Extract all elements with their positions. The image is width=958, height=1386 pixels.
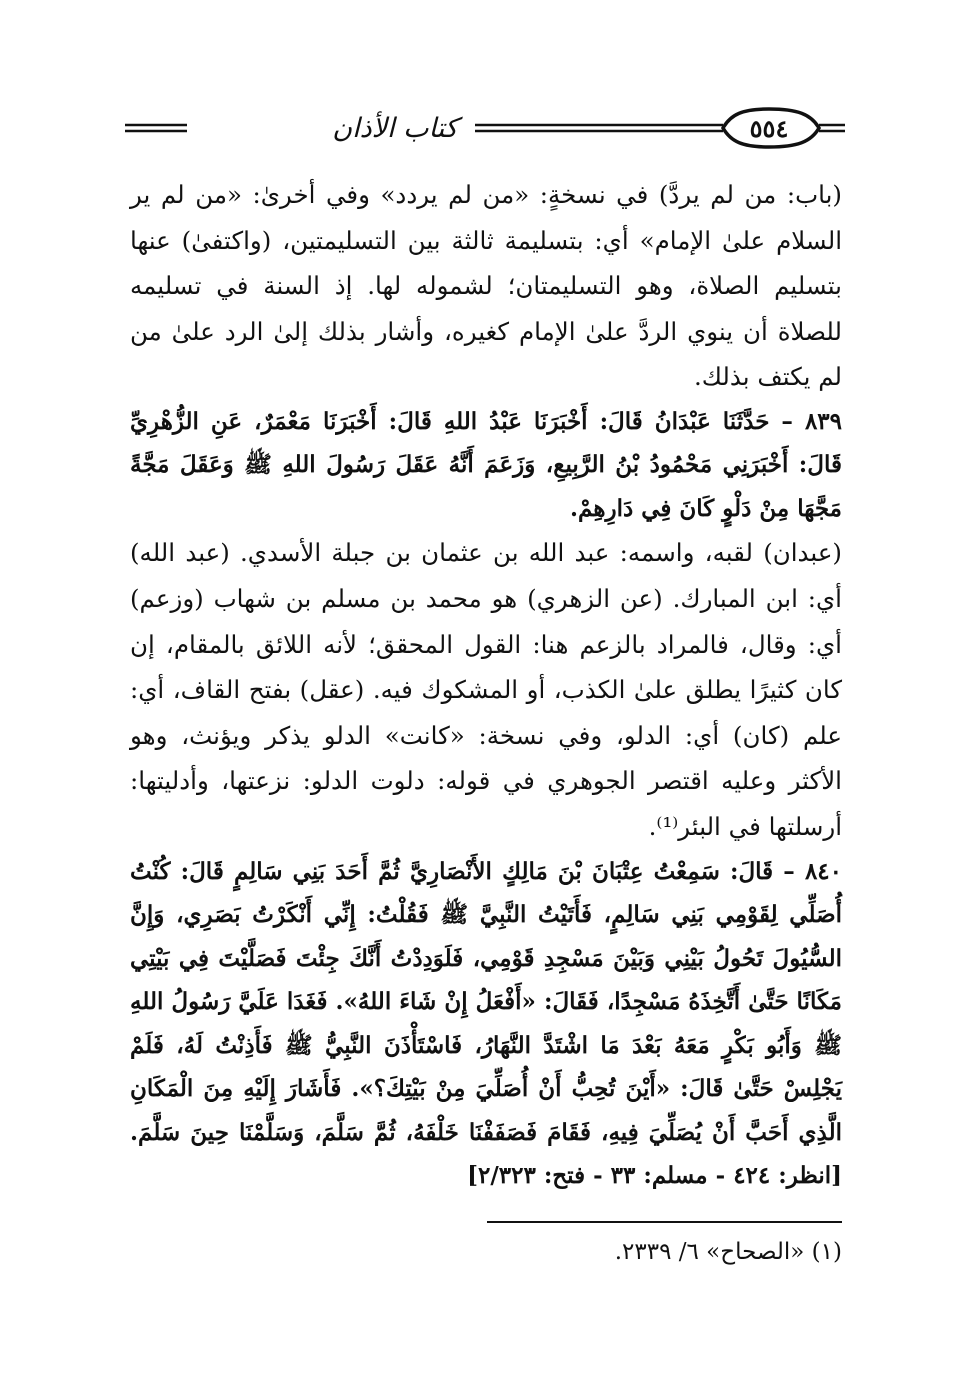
commentary-paragraph: (باب: من لم يردَّ) في نسخةٍ: «من لم يردد» وفي أخرىٰ: «من لم ير السلام علىٰ الإمام» أي: بتسليمة ثالثة بين التسليمتين، (واكتفىٰ) عنها بتسليم الصلاة، وهو التسليمتان؛ لشموله لها. إذ السنة في تسليمه للصلاة أن ينوي الردَّ علىٰ الإمام كغيره، وأشار بذلك إلىٰ الرد علىٰ من لم يكتف بذلك. [130,180,842,392]
hadith-840: ٨٤٠ – قَالَ: سَمِعْتُ عِتْبَانَ بْنَ مَالِكٍ الأَنْصَارِيَّ ثُمَّ أَحَدَ بَنِي سَالِمٍ قَالَ: كُنْتُ أُصَلِّي لِقَوْمِي بَنِي سَالِمٍ، فَأَتَيْتُ النَّبِيَّ ﷺ فَقُلْتُ: إِنِّي أَنْكَرْتُ بَصَرِي، وَإِنَّ السُّيُولَ تَحُولُ بَيْنِي وَبَيْنَ مَسْجِدِ قَوْمِي، فَلَوَدِدْتُ أَنَّكَ جِئْتَ فَصَلَّيْتَ فِي بَيْتِي مَكَانًا حَتَّىٰ أَتَّخِذَهُ مَسْجِدًا، فَقَالَ: «أَفْعَلُ إِنْ شَاءَ اللهُ». فَغَدَا عَلَيَّ رَسُولُ اللهِ ﷺ وَأَبُو بَكْرٍ مَعَهُ بَعْدَ مَا اشْتَدَّ النَّهَارُ، فَاسْتَأْذَنَ النَّبِيُّ ﷺ فَأَذِنْتُ لَهُ، فَلَمْ يَجْلِسْ حَتَّىٰ قَالَ: «أَيْنَ تُحِبُّ أَنْ أُصَلِّيَ مِنْ بَيْتِكَ؟». فَأَشَارَ إِلَيْهِ مِنَ الْمَكَانِ الَّذِي أَحَبَّ أَنْ يُصَلِّيَ فِيهِ، فَقَامَ فَصَفَفْنَا خَلْفَهُ، ثُمَّ سَلَّمَ، وَسَلَّمْنَا حِينَ سَلَّمَ. [انظر: ٤٢٤ - مسلم: ٣٣ - فتح: ٢/٣٢٣] [130,857,842,1190]
page-body [130,172,842,1198]
commentary-paragraph: (عبدان) لقبه، واسمه: عبد الله بن عثمان بن جبلة الأسدي. (عبد الله) أي: ابن المبارك. (عن الزهري) هو محمد بن مسلم بن شهاب (وزعم) أي: وقال، فالمراد بالزعم هنا: القول المحقق؛ لأنه اللائق بالمقام، إن كان كثيرًا يطلق علىٰ الكذب، أو المشكوك فيه. (عقل) بفتح القاف، أي: علم (كان) أي: الدلو، وفي نسخة: «كانت» الدلو يذكر ويؤنث، وهو الأكثر وعليه اقتصر الجوهري في قوله: دلوت الدلو: نزعتها، وأدليتها: أرسلتها في البئر⁽¹⁾. [130,538,842,842]
footnote-1: (١) «الصحاح» ٦/ ٢٣٣٩. [614,1239,842,1265]
page-header [125,104,845,154]
book-title: كتاب الأذان [315,112,475,146]
footnote-divider [487,1221,842,1223]
hadith-839: ٨٣٩ – حَدَّثَنَا عَبْدَانُ قَالَ: أَخْبَرَنَا عَبْدُ اللهِ قَالَ: أَخْبَرَنَا مَعْمَرٌ، عَنِ الزُّهْرِيِّ قَالَ: أَخْبَرَنِي مَحْمُودُ بْنُ الرَّبِيعِ، وَزَعَمَ أَنَّهُ عَقَلَ رَسُولَ اللهِ ﷺ وَعَقَلَ مَجَّةً مَجَّهَا مِنْ دَلْوٍ كَانَ فِي دَارِهِمْ. [130,407,842,522]
page-number: ٥٥٤ [749,114,789,143]
